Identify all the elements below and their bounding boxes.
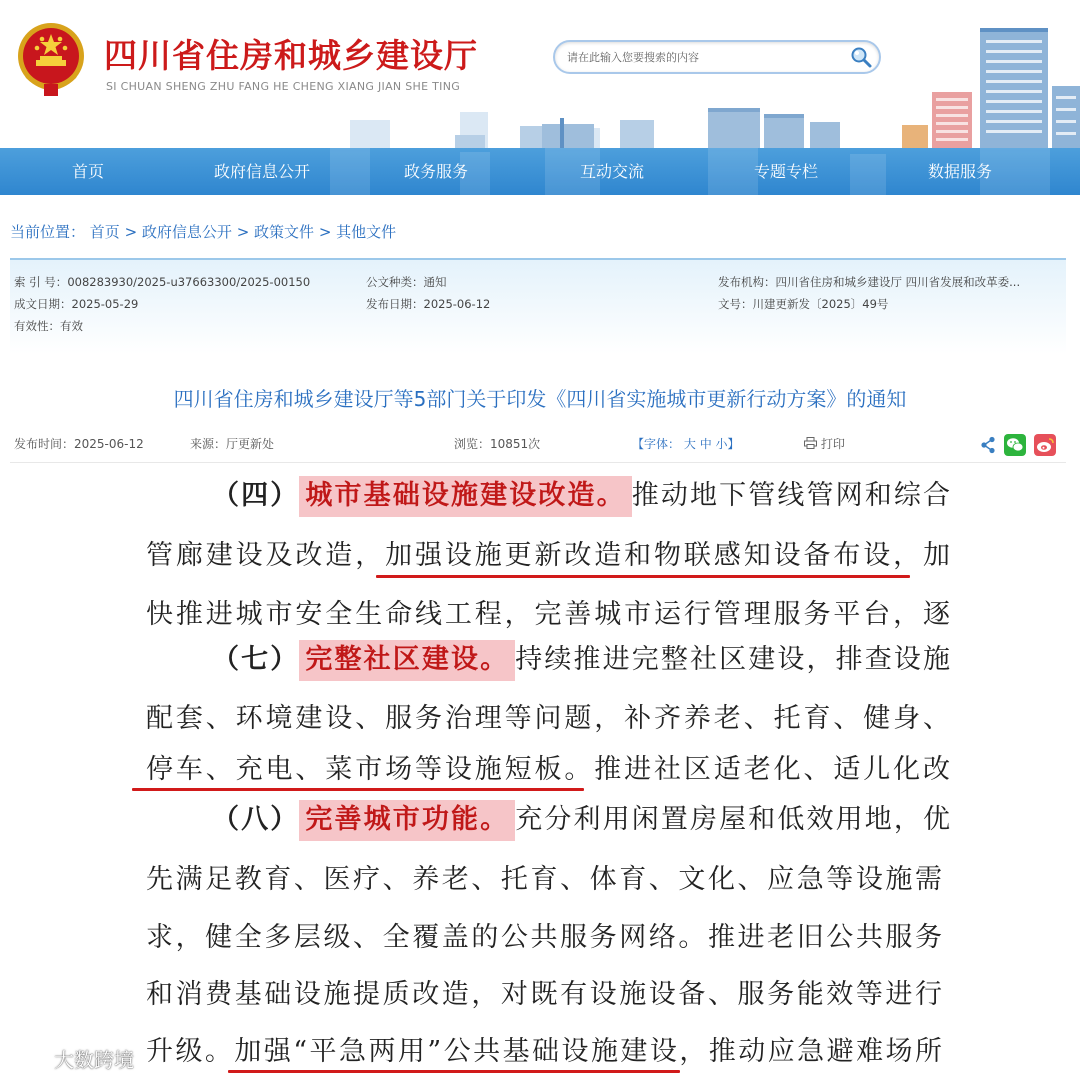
paragraph-8-line-2: 先满足教育、医疗、养老、托育、体育、文化、应急等设施需 bbox=[146, 864, 942, 895]
breadcrumb-gov-info[interactable]: 政府信息公开 bbox=[141, 223, 232, 241]
font-size-large-button[interactable]: 大 bbox=[683, 437, 696, 451]
search-icon[interactable] bbox=[849, 45, 873, 69]
meta-validity: 有效性：有效 bbox=[14, 319, 83, 333]
watermark-logo-icon bbox=[10, 1051, 50, 1073]
document-metadata-panel bbox=[10, 258, 1066, 354]
font-size-small-button[interactable]: 小 bbox=[715, 437, 728, 451]
breadcrumb-separator: > bbox=[119, 223, 142, 241]
meta-publishing-org: 发布机构：四川省住房和城乡建设厅 四川省发展和改革委... bbox=[718, 275, 1021, 289]
national-emblem-icon[interactable] bbox=[14, 18, 88, 100]
main-navigation bbox=[0, 148, 1080, 195]
paragraph-8-line-5: 升级。加强“平急两用”公共基础设施建设，推动应急避难场所 bbox=[146, 1036, 942, 1067]
publish-time: 发布时间：2025-06-12 bbox=[14, 437, 144, 451]
paragraph-7-line-2: 配套、环境建设、服务治理等问题，补齐养老、托育、健身、 bbox=[146, 703, 950, 734]
printer-icon bbox=[804, 437, 817, 449]
print-button[interactable] bbox=[804, 435, 845, 452]
nav-item-home[interactable]: 首页 bbox=[71, 162, 104, 181]
meta-publish-date: 发布日期：2025-06-12 bbox=[366, 297, 491, 311]
red-underline bbox=[132, 788, 584, 791]
share-icon[interactable] bbox=[980, 436, 996, 454]
nav-item-data-services[interactable]: 数据服务 bbox=[927, 162, 992, 181]
paragraph-4-line-2: 管廊建设及改造，加强设施更新改造和物联感知设备布设，加 bbox=[146, 540, 950, 571]
red-underline bbox=[376, 575, 910, 578]
paragraph-7-line-3: 停车、充电、菜市场等设施短板。推进社区适老化、适儿化改 bbox=[146, 754, 950, 785]
breadcrumb-policy-docs[interactable]: 政策文件 bbox=[254, 223, 315, 241]
paragraph-7-line-1 bbox=[212, 640, 950, 680]
font-size-control bbox=[632, 435, 740, 452]
breadcrumb-home[interactable]: 首页 bbox=[89, 223, 120, 241]
paragraph-8-line-4: 和消费基础设施提质改造，对既有设施设备、服务能效等进行 bbox=[146, 979, 942, 1010]
breadcrumb-other-docs[interactable]: 其他文件 bbox=[336, 223, 397, 241]
font-size-medium-button[interactable]: 中 bbox=[699, 437, 712, 451]
nav-item-interaction[interactable]: 互动交流 bbox=[579, 162, 644, 181]
article-title: 四川省住房和城乡建设厅等5部门关于印发《四川省实施城市更新行动方案》的通知 bbox=[173, 387, 907, 411]
site-title[interactable]: 四川省住房和城乡建设厅 bbox=[104, 36, 478, 75]
paragraph-7-highlight: 完整社区建设。 bbox=[299, 640, 515, 681]
nav-item-gov-services[interactable]: 政务服务 bbox=[403, 162, 468, 181]
paragraph-8-highlight: 完善城市功能。 bbox=[299, 800, 515, 841]
wechat-share-icon[interactable] bbox=[1004, 434, 1026, 456]
site-header bbox=[0, 0, 1080, 148]
search-input[interactable] bbox=[567, 48, 837, 66]
breadcrumb-separator: > bbox=[231, 223, 255, 241]
paragraph-4-line-3: 快推进城市安全生命线工程，完善城市运行管理服务平台，逐 bbox=[146, 599, 950, 630]
font-size-close-bracket: 】 bbox=[727, 437, 740, 451]
paragraph-4-highlight: 城市基础设施建设改造。 bbox=[299, 476, 631, 517]
paragraph-8-line-1 bbox=[212, 800, 950, 840]
paragraph-8-text: 充分利用闲置房屋和低效用地，优 bbox=[515, 804, 950, 835]
city-skyline-illustration bbox=[320, 0, 1080, 148]
paragraph-8-line-3: 求，健全多层级、全覆盖的公共服务网络。推进老旧公共服务 bbox=[146, 922, 942, 953]
print-label: 打印 bbox=[820, 437, 845, 451]
paragraph-7-text: 持续推进完整社区建设，排查设施 bbox=[515, 644, 950, 675]
font-size-label: 【字体： bbox=[632, 437, 681, 451]
header-divider bbox=[10, 462, 1066, 463]
meta-document-number: 文号：川建更新发〔2025〕49号 bbox=[718, 297, 889, 311]
meta-doc-type: 公文种类：通知 bbox=[366, 275, 447, 289]
article-source: 来源：厅更新处 bbox=[190, 437, 275, 451]
breadcrumb bbox=[10, 221, 396, 242]
meta-index-number: 索 引 号：008283930/2025-u37663300/2025-00150 bbox=[14, 275, 311, 289]
red-underline bbox=[228, 1070, 680, 1073]
watermark-text: 大数跨境 bbox=[54, 1048, 134, 1072]
paragraph-4-text: 推动地下管线管网和综合 bbox=[631, 480, 950, 511]
weibo-share-icon[interactable] bbox=[1034, 434, 1056, 456]
paragraph-7-label: （七） bbox=[212, 644, 300, 675]
watermark bbox=[10, 1044, 134, 1073]
paragraph-8-label: （八） bbox=[212, 804, 300, 835]
paragraph-4-label: （四） bbox=[212, 480, 300, 511]
nav-item-special-topics[interactable]: 专题专栏 bbox=[753, 162, 818, 181]
meta-date-written: 成文日期：2025-05-29 bbox=[14, 297, 139, 311]
search-box bbox=[553, 40, 881, 74]
view-count: 浏览：10851次 bbox=[454, 437, 541, 451]
nav-item-gov-info[interactable]: 政府信息公开 bbox=[213, 162, 310, 181]
site-subtitle: SI CHUAN SHENG ZHU FANG HE CHENG XIANG JIAN SHE TING bbox=[106, 80, 461, 93]
breadcrumb-separator: > bbox=[314, 223, 337, 241]
paragraph-4-line-1 bbox=[212, 476, 950, 516]
breadcrumb-prefix: 当前位置： bbox=[10, 223, 86, 241]
